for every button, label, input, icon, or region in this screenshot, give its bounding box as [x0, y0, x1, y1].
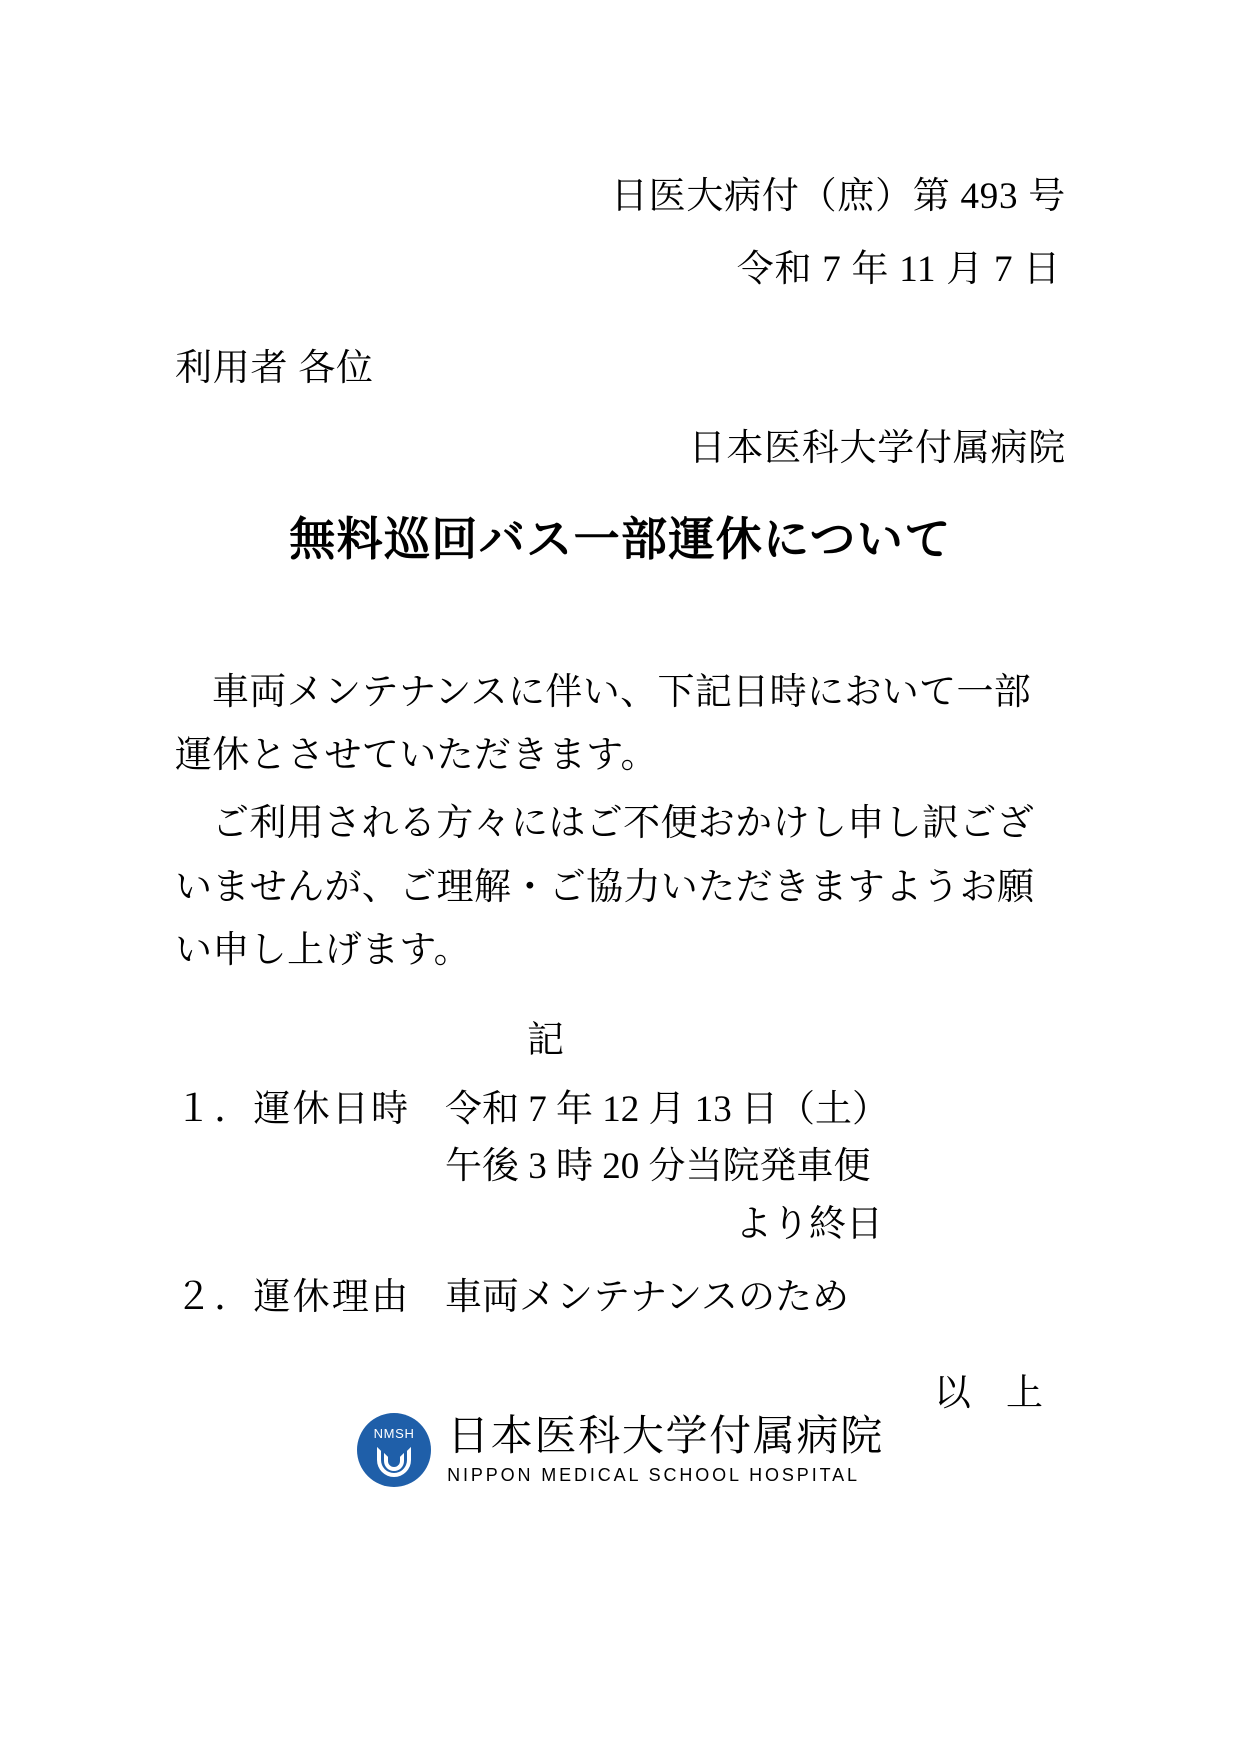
item-2-label: ２．運休理由 — [175, 1276, 411, 1318]
item-1-value: 令和 7 年 12 月 13 日（土） — [445, 1088, 889, 1130]
document-date: 令和 7 年 11 月 7 日 — [736, 249, 1061, 291]
item-2-value: 車両メンテナンスのため — [445, 1276, 850, 1318]
paragraph-2: ご利用される方々にはご不便おかけし申し訳ございませんが、ご理解・ご協力いただきますようお願い申し上げます。 — [175, 802, 1035, 972]
hospital-logo — [0, 1413, 1241, 1487]
paragraph-1: 車両メンテナンスに伴い、下記日時において一部運休とさせていただきます。 — [175, 671, 1032, 777]
item-1-sub: 午後 3 時 20 分当院発車便 — [445, 1146, 871, 1188]
item-row — [175, 1269, 1066, 1326]
item-1-label: １．運休日時 — [175, 1088, 411, 1130]
item-1-sub2: より終日 — [735, 1203, 883, 1245]
logo-text — [447, 1414, 884, 1485]
item-list — [175, 1081, 1066, 1326]
document-number: 日医大病付（庶）第 493 号 — [610, 176, 1066, 217]
logo-name-en: NIPPON MEDICAL SCHOOL HOSPITAL — [447, 1464, 860, 1485]
nmsh-logo-icon — [357, 1413, 431, 1487]
body-text — [175, 661, 1066, 983]
logo-mark-text: NMSH — [373, 1426, 415, 1441]
ki-marker: 記 — [527, 1019, 564, 1061]
logo-name-jp: 日本医科大学付属病院 — [447, 1414, 884, 1461]
item-row — [175, 1081, 1066, 1138]
page-title: 無料巡回バス一部運休について — [289, 513, 952, 565]
addressee: 利用者 各位 — [175, 347, 374, 389]
closing-marker: 以 上 — [933, 1373, 1056, 1415]
issuer: 日本医科大学付属病院 — [688, 427, 1066, 469]
